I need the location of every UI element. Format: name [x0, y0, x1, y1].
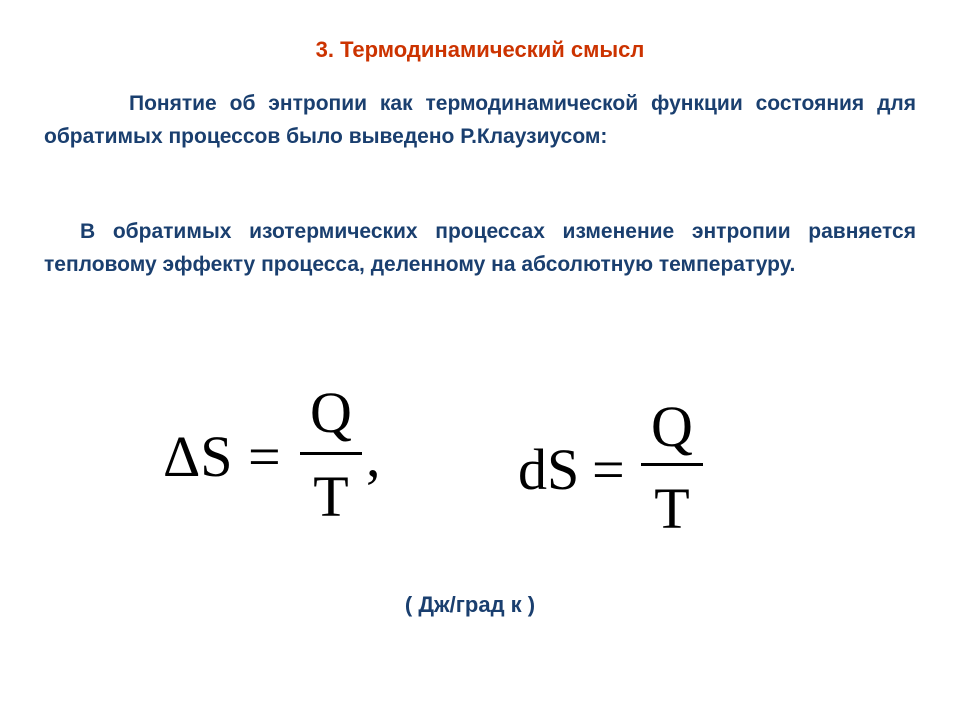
slide-title: 3. Термодинамический смысл	[315, 37, 645, 62]
units-label: ( Дж/град к )	[404, 592, 536, 617]
formula-ds-denominator: T	[654, 476, 690, 541]
formula-ds-fraction-bar	[641, 463, 703, 466]
formula-delta-s-denominator: T	[313, 464, 349, 529]
formula-delta-s-fraction-bar	[300, 452, 362, 455]
paragraph-isothermal: В обратимых изотермических процессах изменение энтропии равняется тепловому эффекту процесса, деленному на абсолютную температуру.	[44, 220, 916, 276]
paragraph-clausius: Понятие об энтропии как термодинамической функции состояния для обратимых процессов было выведено Р.Клаузиусом:	[44, 92, 916, 148]
formula-delta-s-numerator: Q	[310, 380, 352, 445]
formula-delta-s-comma: ,	[366, 424, 381, 489]
formula-ds-equals: =	[592, 437, 625, 502]
formula-ds-lhs: dS	[518, 437, 580, 502]
formula-delta-s-lhs: ΔS	[163, 424, 233, 489]
formula-ds-numerator: Q	[651, 394, 693, 459]
formula-delta-s-equals: =	[248, 424, 281, 489]
